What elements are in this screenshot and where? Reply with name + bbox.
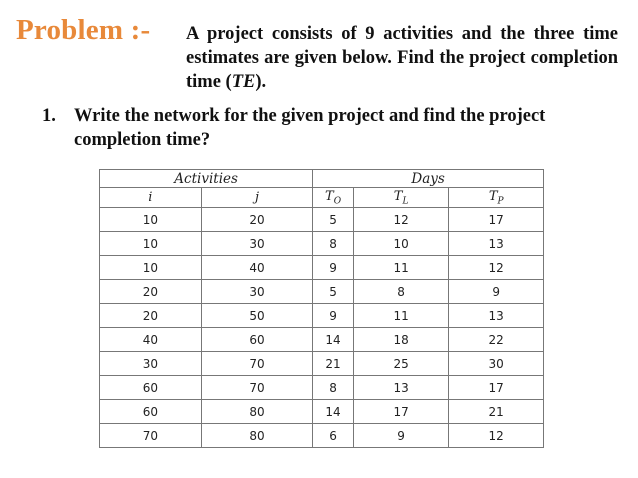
cell-to: 9 (313, 256, 354, 280)
col-header-i: i (100, 188, 202, 208)
cell-tp: 21 (449, 400, 544, 424)
col-header-to (313, 188, 354, 208)
col-header-tp-sub: P (497, 196, 504, 207)
cell-to: 14 (313, 328, 354, 352)
cell-tp: 13 (449, 232, 544, 256)
cell-tp: 17 (449, 208, 544, 232)
col-header-tl-sub: L (402, 196, 409, 207)
question-text: Write the network for the given project and find the project completion time? (74, 106, 546, 150)
activities-group-header: Activities (100, 170, 313, 188)
problem-text-line3-prefix: project completion time ( (186, 48, 618, 92)
cell-j: 80 (201, 400, 313, 424)
cell-tl: 17 (353, 400, 449, 424)
col-header-tp-base: T (488, 188, 498, 204)
cell-to: 21 (313, 352, 354, 376)
cell-tp: 22 (449, 328, 544, 352)
cell-i: 20 (100, 304, 202, 328)
cell-j: 30 (201, 280, 313, 304)
cell-j: 50 (201, 304, 313, 328)
table-row (100, 328, 544, 352)
problem-text-te: TE (231, 72, 256, 92)
cell-i: 10 (100, 256, 202, 280)
col-header-tl (353, 188, 449, 208)
cell-i: 20 (100, 280, 202, 304)
cell-tl: 8 (353, 280, 449, 304)
cell-tp: 30 (449, 352, 544, 376)
cell-tl: 11 (353, 304, 449, 328)
cell-i: 40 (100, 328, 202, 352)
cell-tp: 12 (449, 256, 544, 280)
table-row (100, 424, 544, 448)
problem-text-line2: time estimates are given below. Find the (186, 24, 618, 68)
cell-tl: 18 (353, 328, 449, 352)
cell-tl: 11 (353, 256, 449, 280)
cell-j: 30 (201, 232, 313, 256)
cell-tl: 9 (353, 424, 449, 448)
col-header-tp (449, 188, 544, 208)
table-row (100, 280, 544, 304)
table-row (100, 256, 544, 280)
cell-j: 80 (201, 424, 313, 448)
problem-text-line1: A project consists of 9 activities and the three (186, 24, 575, 44)
activity-table (99, 169, 544, 448)
table-row (100, 400, 544, 424)
cell-to: 9 (313, 304, 354, 328)
cell-to: 5 (313, 208, 354, 232)
cell-tp: 12 (449, 424, 544, 448)
cell-tl: 10 (353, 232, 449, 256)
table-row (100, 376, 544, 400)
cell-j: 70 (201, 352, 313, 376)
group-header-row (100, 170, 544, 188)
cell-tl: 12 (353, 208, 449, 232)
cell-to: 8 (313, 232, 354, 256)
col-header-tl-base: T (393, 188, 403, 204)
cell-i: 60 (100, 376, 202, 400)
problem-label: Problem :- (16, 14, 151, 46)
cell-tl: 13 (353, 376, 449, 400)
cell-j: 20 (201, 208, 313, 232)
column-header-row (100, 188, 544, 208)
cell-j: 60 (201, 328, 313, 352)
cell-i: 30 (100, 352, 202, 376)
cell-tp: 9 (449, 280, 544, 304)
activity-table-container (99, 169, 544, 451)
cell-i: 70 (100, 424, 202, 448)
cell-j: 40 (201, 256, 313, 280)
cell-to: 14 (313, 400, 354, 424)
cell-i: 10 (100, 208, 202, 232)
cell-to: 6 (313, 424, 354, 448)
problem-text-line3-suffix: ). (255, 72, 267, 92)
table-row (100, 232, 544, 256)
cell-to: 5 (313, 280, 354, 304)
col-header-j: j (201, 188, 313, 208)
cell-tp: 13 (449, 304, 544, 328)
cell-i: 10 (100, 232, 202, 256)
days-group-header: Days (313, 170, 544, 188)
table-row (100, 208, 544, 232)
table-row (100, 352, 544, 376)
question-number: 1. (42, 106, 56, 126)
cell-to: 8 (313, 376, 354, 400)
cell-i: 60 (100, 400, 202, 424)
table-row (100, 304, 544, 328)
col-header-to-base: T (325, 188, 334, 204)
cell-tp: 17 (449, 376, 544, 400)
cell-tl: 25 (353, 352, 449, 376)
cell-j: 70 (201, 376, 313, 400)
col-header-to-sub: O (333, 196, 342, 207)
problem-statement (186, 22, 618, 94)
